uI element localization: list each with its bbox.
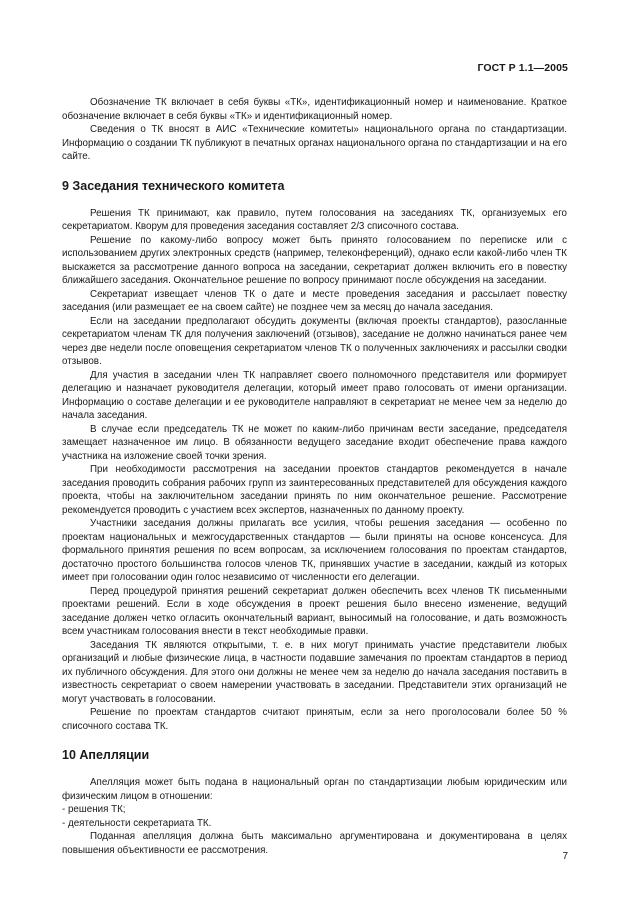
section-9-paragraph: Заседания ТК являются открытыми, т. е. в них могут принимать участие представители любых организаций и любые физические лица, в частности подавшие замечания по проектам стандартов в период их публичного обсуждения. Для этого они должны не менее чем за неделю до начала заседания поставить в известность секретариат о своем намерении участвовать в заседании. Представители этих организаций не могут участвовать в голосовании. bbox=[62, 639, 567, 705]
section-9-paragraph: Решение по проектам стандартов считают принятым, если за него проголосовали более 50 % списочного состава ТК. bbox=[62, 707, 567, 732]
section-9-paragraph: Решения ТК принимают, как правило, путем голосования на заседаниях ТК, организуемых его секретариатом. Кворум для проведения заседания составляет 2/3 списочного состава. bbox=[62, 207, 567, 232]
page-number: 7 bbox=[562, 851, 568, 862]
section-9-paragraph: Для участия в заседании член ТК направляет своего полномочного представителя или формирует делегацию и назначает руководителя делегации, который имеет право голосовать от имени организации. Информацию о составе делегации и ее руководителе направляют в секретариат не менее чем за неделю до начала заседания. bbox=[62, 369, 567, 421]
section-9-paragraph: Секретариат извещает членов ТК о дате и месте проведения заседания и рассылает повестку заседания (или размещает ее на своем сайте) не позднее чем за месяц до начала заседания. bbox=[62, 288, 567, 313]
appeal-subject-list bbox=[62, 803, 567, 830]
intro-paragraph: Обозначение ТК включает в себя буквы «ТК», идентификационный номер и наименование. Краткое обозначение включает в себя буквы «ТК» и идентификационный номер. bbox=[62, 97, 567, 122]
document-body bbox=[62, 96, 567, 857]
section-9-paragraph: Перед процедурой принятия решений секретариат должен обеспечить всех членов ТК письменными проектами решений. Если в ходе обсуждения в проект решения было внесено изменение, ведущий заседание должен четко огласить окончательный вариант, выносимый на голосование, и дать возможность всем участникам голосования внести в текст необходимые правки. bbox=[62, 585, 567, 637]
list-item: - решения ТК; bbox=[62, 803, 567, 817]
section-10-paragraph: Апелляция может быть подана в национальный орган по стандартизации любым юридическим или физическим лицом в отношении: bbox=[62, 777, 567, 802]
section-9-paragraph: Участники заседания должны прилагать все усилия, чтобы решения заседания — особенно по проектам национальных и межгосударственных стандартов — были приняты на основе консенсуса. Для формального принятия решения по всем вопросам, за исключением голосования по проектам стандартов, достаточно простого большинства голосов членов ТК, принявших участие в заседании, каждый из которых имеет при голосовании один голос независимо от численности его делегации. bbox=[62, 518, 567, 583]
section-10-paragraph: Поданная апелляция должна быть максимально аргументирована и документирована в целях повышения объективности ее рассмотрения. bbox=[62, 831, 567, 856]
section-10-heading: 10 Апелляции bbox=[62, 748, 150, 762]
section-9-paragraph: В случае если председатель ТК не может по каким-либо причинам вести заседание, председателя замещает назначенное им лицо. В обязанности ведущего заседание входит обеспечение права каждого участника на изложение своей точки зрения. bbox=[62, 423, 567, 462]
list-item: - деятельности секретариата ТК. bbox=[62, 817, 567, 831]
document-header: ГОСТ Р 1.1—2005 bbox=[477, 62, 568, 74]
section-9-paragraph: При необходимости рассмотрения на заседании проектов стандартов рекомендуется в начале заседания проводить собрания рабочих групп из заинтересованных представителей для обсуждения каждого проекта, чтобы на заключительном заседании принять по ним окончательное решение. Рассмотрение рекомендуется проводить с участием всех экспертов, назначенных по данному проекту. bbox=[62, 464, 567, 516]
section-9-heading: 9 Заседания технического комитета bbox=[62, 178, 285, 193]
section-9-paragraph: Если на заседании предполагают обсудить документы (включая проекты стандартов), разосланные секретариатом членам ТК для получения заключений (отзывов), заседание не должно начинаться ранее чем через две недели после оповещения секретариатом членов ТК о полученных заключениях и рассылки сводки отзывов. bbox=[62, 315, 567, 367]
section-9-paragraph: Решение по какому-либо вопросу может быть принято голосованием по переписке или с использованием других электронных средств (например, телеконференций), однако если какой-либо член ТК выскажется за рассмотрение данного вопроса на заседании, секретариат должен включить его в повестку ближайшего заседания. Окончательное решение по вопросу принимают после обсуждения на заседании. bbox=[62, 234, 567, 286]
intro-paragraph: Сведения о ТК вносят в АИС «Технические комитеты» национального органа по стандартизации. Информацию о создании ТК публикуют в печатных органах национального органа по стандартизации и на его сайте. bbox=[62, 124, 567, 162]
